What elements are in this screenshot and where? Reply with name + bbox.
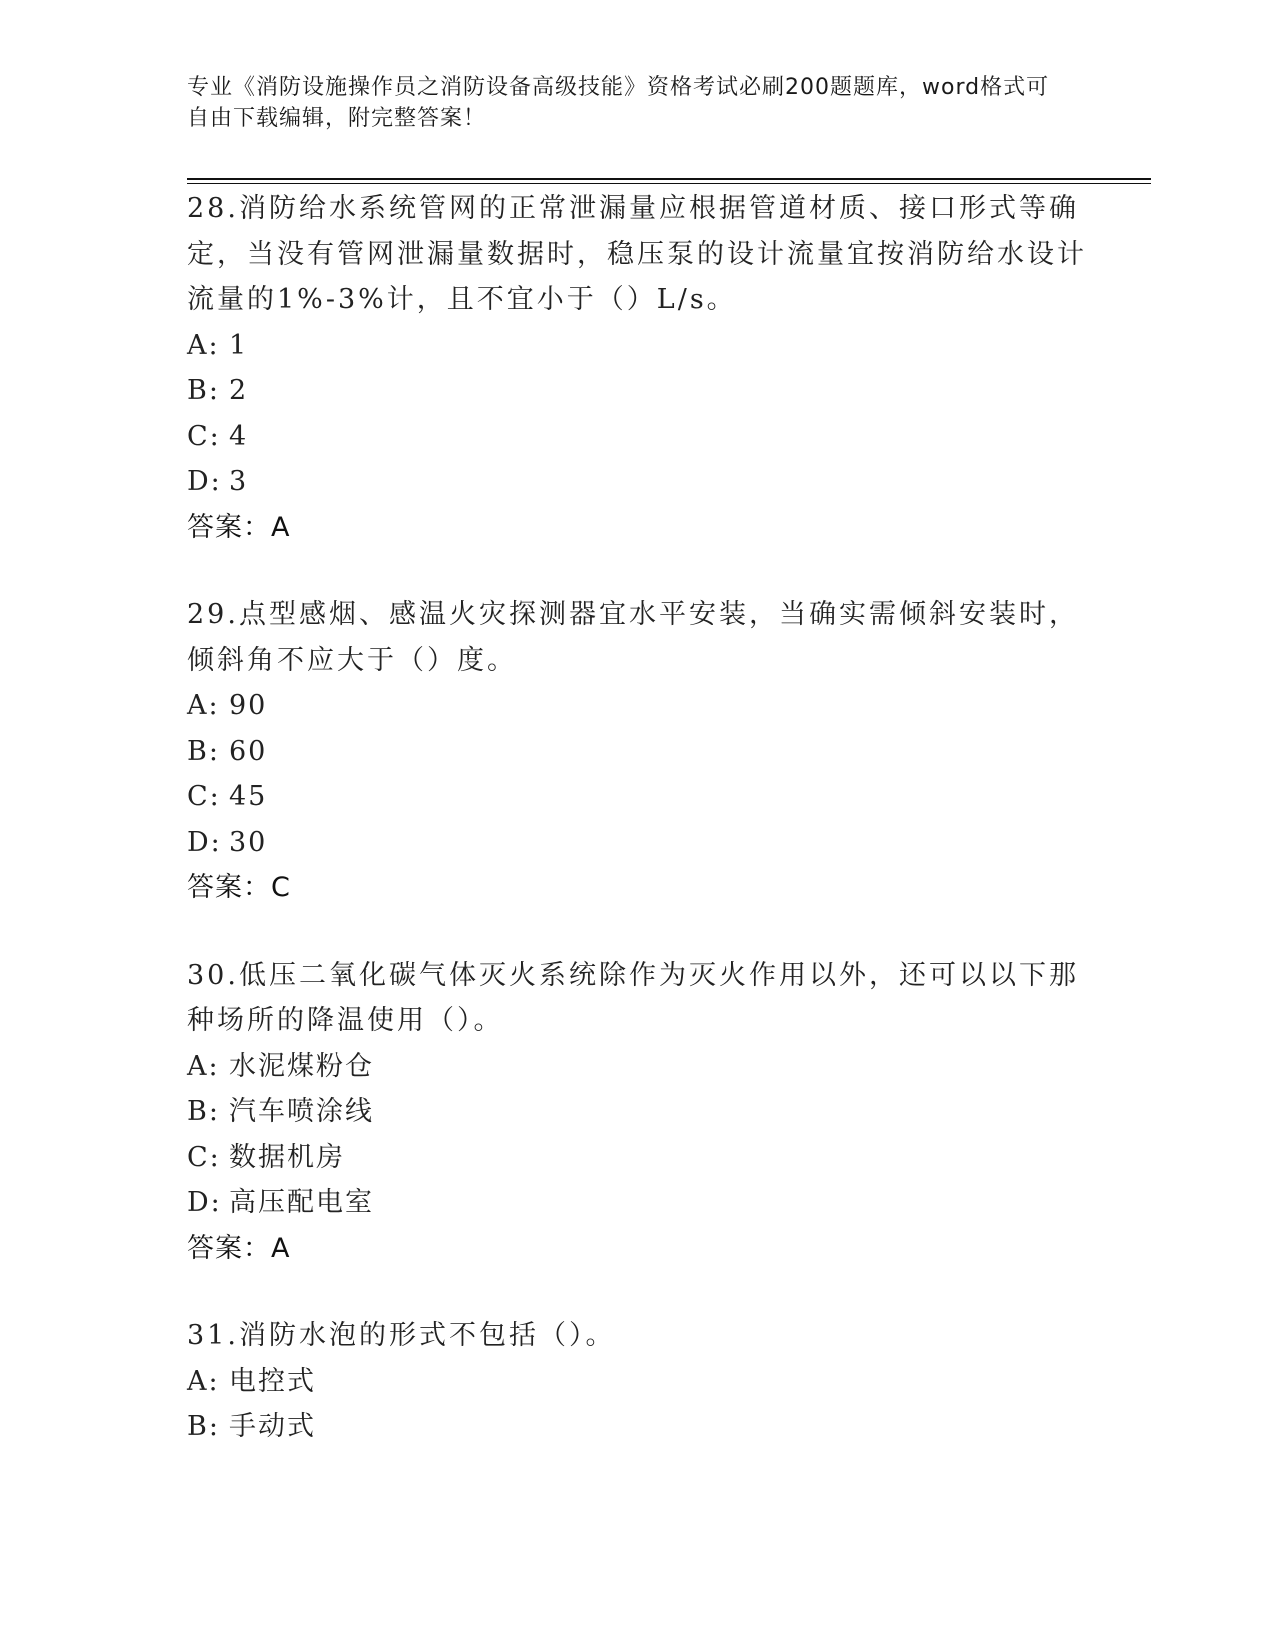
option-text: 汽车喷涂线 — [229, 1096, 374, 1127]
question-list — [187, 186, 1087, 1492]
option-letter: C: — [187, 420, 221, 452]
question-stem: 30.低压二氧化碳气体灭火系统除作为灭火作用以外，还可以以下那种场所的降温使用（）。 — [187, 959, 1079, 1036]
option-c — [187, 1135, 1087, 1181]
option-b — [187, 368, 1087, 414]
option-letter: B: — [187, 735, 220, 767]
option-text: 电控式 — [229, 1365, 316, 1397]
option-b — [187, 729, 1087, 775]
option-text: 数据机房 — [229, 1141, 345, 1173]
option-letter: C: — [187, 781, 221, 812]
option-text: 60 — [229, 735, 268, 767]
option-c — [187, 414, 1087, 460]
option-letter: B: — [187, 1096, 220, 1127]
question-28 — [187, 186, 1087, 550]
question-31 — [187, 1313, 1087, 1450]
option-a — [187, 683, 1087, 729]
option-letter: A: — [187, 1050, 220, 1082]
answer-line: 答案：A — [187, 511, 291, 543]
option-a — [187, 323, 1087, 369]
header-divider-thin — [187, 183, 1151, 184]
header-divider-thick — [187, 178, 1151, 180]
option-text: 45 — [229, 781, 268, 812]
option-text: 90 — [229, 690, 268, 721]
question-stem: 28.消防给水系统管网的正常泄漏量应根据管道材质、接口形式等确定，当没有管网泄漏量数据时，稳压泵的设计流量宜按消防给水设计流量的1%-3%计，且不宜小于（）L/s。 — [187, 193, 1087, 315]
document-header: 专业《消防设施操作员之消防设备高级技能》资格考试必刷200题题库，word格式可自由下载编辑，附完整答案！ — [187, 75, 1050, 131]
option-letter: A: — [187, 690, 220, 721]
option-b — [187, 1404, 1087, 1450]
option-letter: D: — [187, 826, 222, 858]
option-a — [187, 1359, 1087, 1405]
option-d — [187, 1180, 1087, 1226]
option-text: 30 — [229, 826, 268, 858]
option-letter: D: — [187, 466, 222, 497]
option-text: 2 — [229, 375, 249, 406]
option-letter: A: — [187, 1365, 220, 1397]
option-letter: C: — [187, 1141, 221, 1173]
answer-line: 答案：A — [187, 1232, 291, 1264]
option-text: 1 — [229, 329, 249, 361]
option-text: 4 — [229, 420, 249, 452]
option-a — [187, 1044, 1087, 1090]
question-29 — [187, 592, 1087, 911]
option-d — [187, 459, 1087, 505]
option-letter: D: — [187, 1187, 222, 1218]
option-text: 水泥煤粉仓 — [229, 1050, 374, 1082]
answer-line: 答案：C — [187, 872, 291, 903]
question-stem: 29.点型感烟、感温火灾探测器宜水平安装，当确实需倾斜安装时，倾斜角不应大于（）度。 — [187, 599, 1079, 676]
option-d — [187, 820, 1087, 866]
option-c — [187, 774, 1087, 820]
option-letter: B: — [187, 375, 220, 406]
question-stem: 31.消防水泡的形式不包括（）。 — [187, 1320, 616, 1351]
question-30 — [187, 953, 1087, 1272]
option-letter: B: — [187, 1411, 220, 1442]
option-text: 手动式 — [229, 1411, 316, 1442]
option-text: 高压配电室 — [229, 1187, 374, 1218]
option-b — [187, 1089, 1087, 1135]
option-letter: A: — [187, 329, 220, 361]
option-text: 3 — [229, 466, 249, 497]
